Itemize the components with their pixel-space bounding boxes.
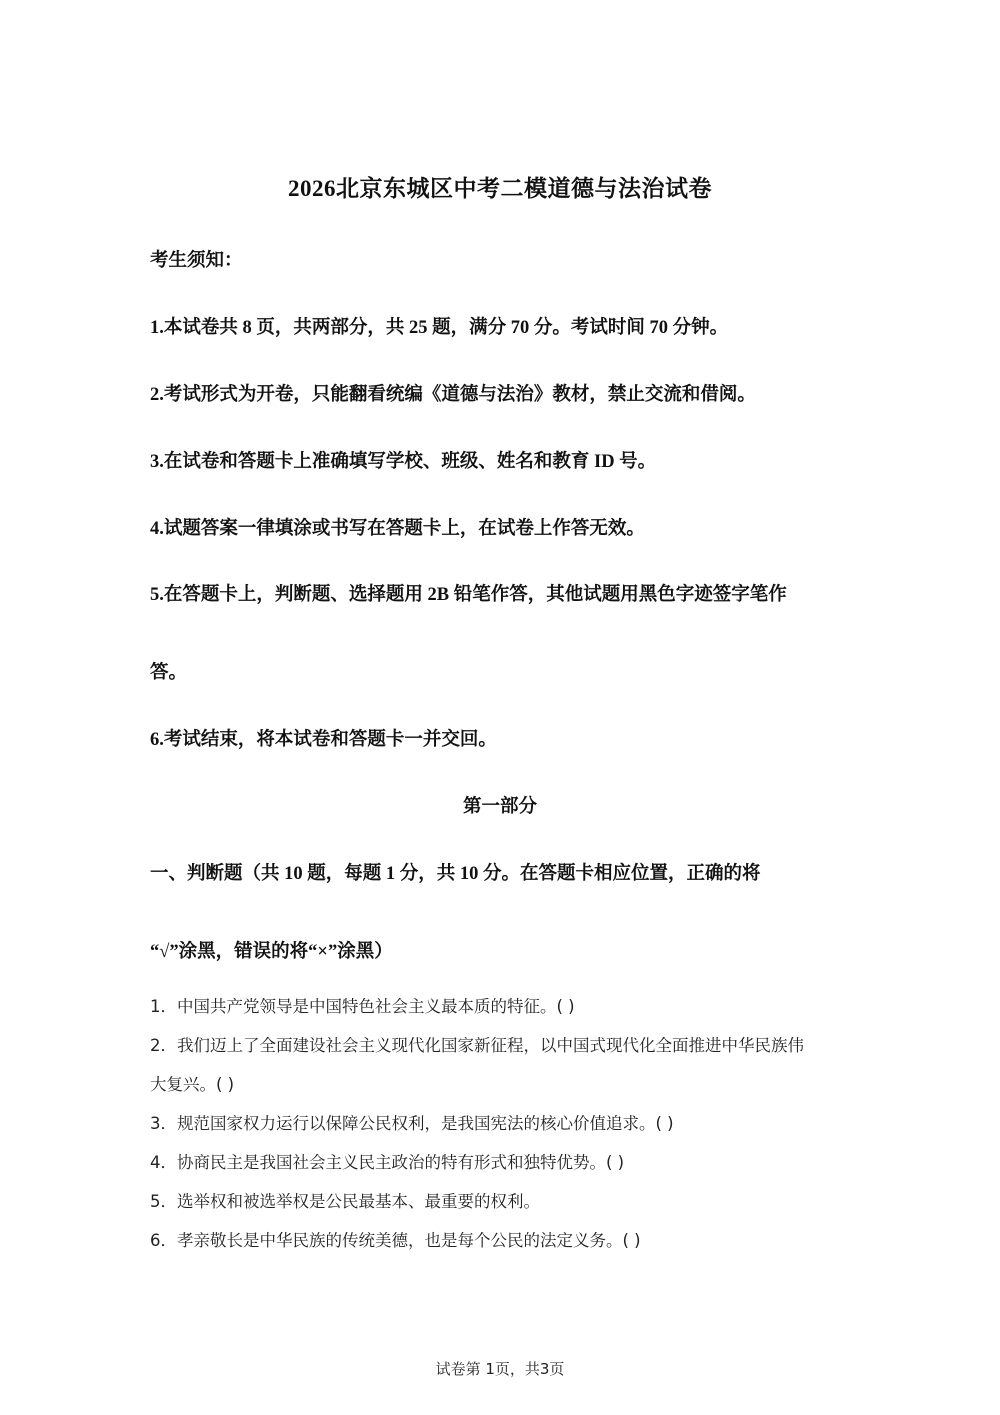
notice-item-4: 4.试题答案一律填涂或书写在答题卡上，在试卷上作答无效。 [150, 519, 645, 539]
question-2: 2．我们迈上了全面建设社会主义现代化国家新征程，以中国式现代化全面推进中华民族伟 [150, 1036, 804, 1055]
section-heading-line-2: “√”涂黑，错误的将“×”涂黑） [150, 942, 393, 962]
notice-item-6: 6.考试结束，将本试卷和答题卡一并交回。 [150, 730, 497, 750]
notice-item-2: 2.考试形式为开卷，只能翻看统编《道德与法治》教材，禁止交流和借阅。 [150, 385, 756, 405]
notice-item-1: 1.本试卷共 8 页，共两部分，共 25 题，满分 70 分。考试时间 70 分钟。 [150, 318, 729, 338]
notice-item-5: 5.在答题卡上，判断题、选择题用 2B 铅笔作答，其他试题用黑色字迹签字笔作 [150, 585, 787, 605]
document-title: 2026北京东城区中考二模道德与法治试卷 [288, 176, 712, 201]
question-3: 3．规范国家权力运行以保障公民权利，是我国宪法的核心价值追求。( ) [150, 1114, 674, 1133]
notice-heading: 考生须知： [150, 251, 243, 271]
question-5: 5．选举权和被选举权是公民最基本、最重要的权利。 [150, 1192, 540, 1211]
part-title: 第一部分 [462, 797, 537, 817]
question-1: 1．中国共产党领导是中国特色社会主义最本质的特征。( ) [150, 997, 575, 1016]
notice-item-3: 3.在试卷和答题卡上准确填写学校、班级、姓名和教育 ID 号。 [150, 452, 657, 472]
question-6: 6．孝亲敬长是中华民族的传统美德，也是每个公民的法定义务。( ) [150, 1231, 641, 1250]
section-heading-line-1: 一、判断题（共 10 题，每题 1 分，共 10 分。在答题卡相应位置，正确的将 [150, 864, 761, 884]
notice-item-5-continued: 答。 [150, 663, 188, 683]
question-4: 4．协商民主是我国社会主义民主政治的特有形式和独特优势。( ) [150, 1153, 625, 1172]
question-2-continued: 大复兴。( ) [150, 1075, 235, 1094]
page-footer: 试卷第 1页，共3页 [435, 1360, 565, 1378]
